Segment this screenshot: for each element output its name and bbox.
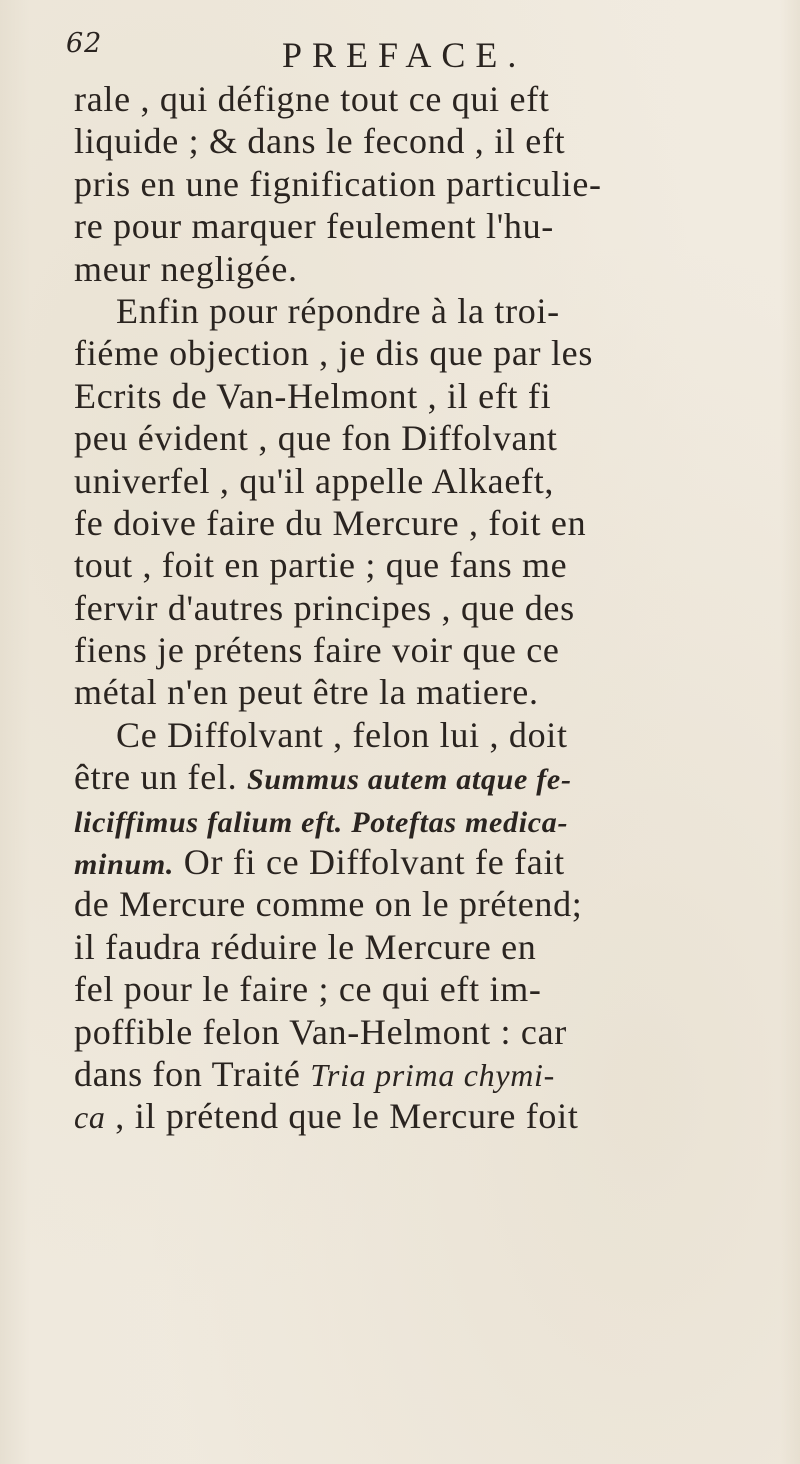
- text-line: Enfin pour répondre à la troi-: [116, 290, 560, 331]
- latin-quote-run: Summus autem atque fe-: [247, 763, 572, 797]
- latin-quote-run: minum.: [74, 848, 175, 882]
- text-line: liquide ; & dans le fecond , il eft: [74, 121, 566, 162]
- running-head: PREFACE.: [282, 35, 527, 75]
- latin-quote-run: liciffimus falium eft. Poteftas medica-: [74, 805, 569, 839]
- text-run: être un fel.: [74, 757, 248, 798]
- text-line: pris en une fignification particulie-: [74, 163, 602, 204]
- text-line: re pour marquer feulement l'hu-: [74, 206, 554, 247]
- text-run: dans fon Traité: [74, 1053, 311, 1094]
- text-line: il faudra réduire le Mercure en: [74, 926, 537, 967]
- text-line: meur negligée.: [74, 248, 298, 289]
- body-text: [74, 78, 774, 1138]
- text-line: [74, 1095, 774, 1137]
- text-line: fe doive faire du Mercure , foit en: [74, 502, 587, 543]
- text-line: poffible felon Van-Helmont : car: [74, 1011, 567, 1052]
- text-run: Or fi ce Diffolvant fe fait: [174, 842, 565, 883]
- text-line: fel pour le faire ; ce qui eft im-: [74, 969, 542, 1010]
- text-line: peu évident , que fon Diffolvant: [74, 418, 558, 459]
- text-line: univerfel , qu'il appelle Alkaeft,: [74, 460, 555, 501]
- text-line: de Mercure comme on le prétend;: [74, 884, 583, 925]
- text-line: fervir d'autres principes , que des: [74, 587, 575, 628]
- page-header: [66, 28, 766, 82]
- text-line: Ecrits de Van-Helmont , il eft fi: [74, 375, 552, 416]
- text-line: [74, 841, 774, 883]
- text-line: [74, 756, 774, 798]
- text-line: fiéme objection , je dis que par les: [74, 333, 594, 374]
- page-number: 62: [66, 28, 103, 59]
- text-line: Ce Diffolvant , felon lui , doit: [116, 714, 568, 755]
- text-line: [74, 1053, 774, 1095]
- text-line: fiens je prétens faire voir que ce: [74, 630, 560, 671]
- text-line: métal n'en peut être la matiere.: [74, 672, 539, 713]
- latin-quote-run: Tria prima chymi-: [310, 1056, 555, 1093]
- latin-quote-run: ca: [74, 1099, 106, 1136]
- text-line: [74, 799, 774, 841]
- text-line: tout , foit en partie ; que fans me: [74, 545, 568, 586]
- text-line: rale , qui défigne tout ce qui eft: [74, 79, 550, 119]
- text-run: , il prétend que le Mercure foit: [105, 1096, 579, 1137]
